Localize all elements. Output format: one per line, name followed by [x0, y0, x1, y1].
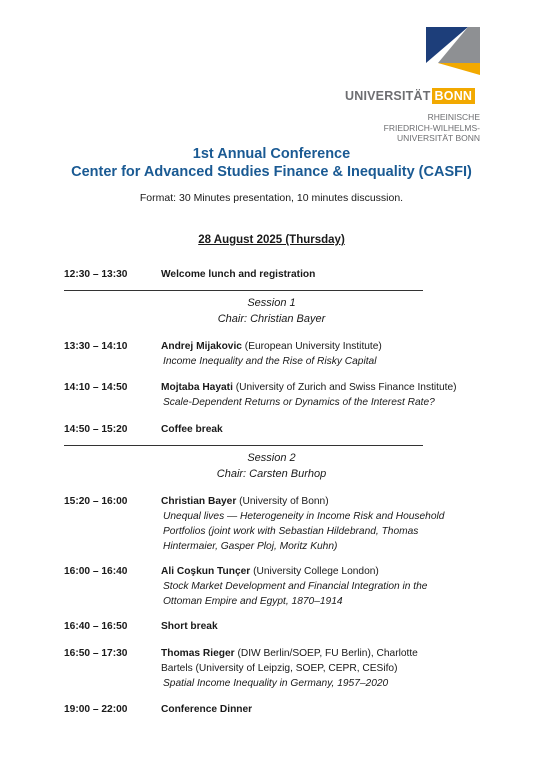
logo-sub-line: RHEINISCHE — [427, 112, 480, 122]
logo-sub-line: FRIEDRICH-WILHELMS- — [383, 122, 480, 133]
slot-time: 15:20 – 16:00 — [64, 496, 128, 507]
logo-word-accent: BONN — [432, 88, 476, 104]
university-logo — [342, 27, 482, 143]
slot-time: 16:40 – 16:50 — [64, 621, 128, 632]
speaker-name: Christian Bayer — [161, 496, 237, 507]
conference-subtitle: Center for Advanced Studies Finance & Inequality (CASFI) — [71, 164, 472, 180]
slot-time: 13:30 – 14:10 — [64, 341, 128, 352]
speaker-name: Andrej Mijakovic — [161, 341, 242, 352]
speaker-affiliation: (University of Zurich and Swiss Finance Institute) — [232, 382, 457, 393]
slot-time: 14:10 – 14:50 — [64, 382, 128, 393]
conference-date: 28 August 2025 (Thursday) — [198, 234, 345, 246]
speaker-name: Thomas Rieger — [161, 648, 235, 659]
paper-title: Income Inequality and the Rise of Risky Capital — [163, 356, 377, 367]
slot-event: Conference Dinner — [161, 704, 253, 715]
logo-emblem-icon — [426, 27, 480, 77]
speaker-affiliation: (University of Bonn) — [236, 496, 329, 507]
speaker-affiliation: (DIW Berlin/SOEP, FU Berlin), Charlotte Bartels (University of Leipzig, SOEP, CEPR, CESifo) — [161, 648, 418, 674]
divider — [64, 445, 423, 446]
paper-title: Unequal lives — Heterogeneity in Income Risk and Household Portfolios (joint work with Sebastian Hildebrand, Thomas Hintermaier, Gasper Ploj, Moritz Kuhn) — [163, 511, 445, 552]
speaker-name: Mojtaba Hayati — [161, 382, 233, 393]
logo-word-main: UNIVERSITÄT — [345, 89, 431, 103]
slot-event: Coffee break — [161, 424, 223, 435]
format-note: Format: 30 Minutes presentation, 10 minutes discussion. — [139, 192, 404, 204]
slot-time: 12:30 – 13:30 — [64, 269, 128, 280]
logo-sub-line: UNIVERSITÄT BONN — [397, 133, 480, 143]
paper-title: Stock Market Development and Financial Integration in the Ottoman Empire and Egypt, 1870–1914 — [163, 581, 428, 607]
session-1-title: Session 1 — [247, 297, 296, 309]
paper-title: Spatial Income Inequality in Germany, 1957–2020 — [163, 678, 389, 689]
slot-time: 16:00 – 16:40 — [64, 566, 128, 577]
slot-time: 16:50 – 17:30 — [64, 648, 128, 659]
slot-event: Welcome lunch and registration — [161, 269, 316, 280]
logo-wordmark — [345, 89, 475, 103]
slot-time: 14:50 – 15:20 — [64, 424, 128, 435]
slot-time: 19:00 – 22:00 — [64, 704, 128, 715]
session-2-chair: Chair: Carsten Burhop — [216, 468, 327, 480]
divider — [64, 290, 423, 291]
conference-title: 1st Annual Conference — [192, 146, 351, 162]
logo-subtitle — [320, 112, 480, 144]
slot-event: Short break — [161, 621, 218, 632]
speaker-affiliation: (European University Institute) — [241, 341, 382, 352]
session-1-chair: Chair: Christian Bayer — [217, 313, 326, 325]
speaker-affiliation: (University College London) — [250, 566, 379, 577]
speaker-name: Ali Coşkun Tunçer — [161, 566, 251, 577]
paper-title: Scale-Dependent Returns or Dynamics of the Interest Rate? — [163, 397, 435, 408]
session-2-title: Session 2 — [247, 452, 296, 464]
